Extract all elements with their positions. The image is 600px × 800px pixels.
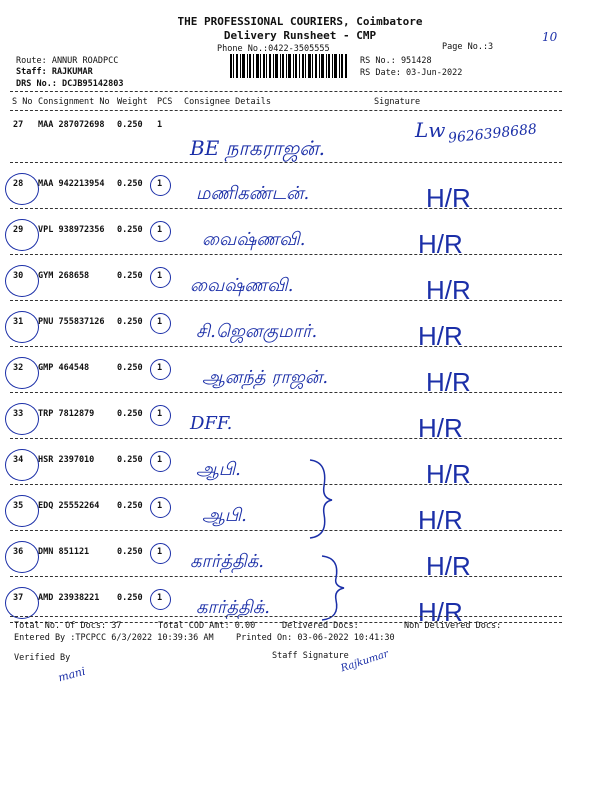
signature-hr: H/R [418,413,463,443]
row-separator [10,162,562,163]
serial-number: 28 [13,179,24,189]
col-weight: Weight [117,97,148,107]
serial-number: 30 [13,271,24,281]
signature-hr: H/R [426,367,471,397]
pcs-circle [150,313,171,334]
weight: 0.250 [117,120,143,130]
serial-circle [5,541,39,573]
pieces: 1 [157,547,163,557]
pieces: 1 [157,225,163,235]
consignment-number: TRP 7812879 [38,409,95,419]
serial-circle [5,219,39,251]
col-consignee: Consignee Details [184,97,271,107]
pieces: 1 [157,317,163,327]
table-row [0,486,600,535]
pieces: 1 [157,120,163,130]
signature-phone: 9626398688 [447,121,538,147]
serial-number: 29 [13,225,24,235]
staff-signature-label: Staff Signature [272,651,349,661]
serial-circle [5,265,39,297]
consignee-name: ஆனந்த் ராஜன். [202,367,329,388]
weight: 0.250 [117,179,143,189]
pcs-circle [150,267,171,288]
pieces: 1 [157,363,163,373]
consignee-name: கார்த்திக். [196,597,271,618]
row-separator [10,484,562,485]
row-separator [10,300,562,301]
staff: Staff: RAJKUMAR [16,67,93,77]
consignment-number: EDQ 25552264 [38,501,100,511]
pcs-circle [150,589,171,610]
rs-date: RS Date: 03-Jun-2022 [360,68,463,78]
serial-number: 31 [13,317,24,327]
weight: 0.250 [117,317,143,327]
signature-scribble: Lw [415,118,446,142]
rs-number: RS No.: 951428 [360,56,432,66]
consignment-number: PNU 755837126 [38,317,105,327]
serial-number: 37 [13,593,24,603]
brace-mark [306,456,336,542]
serial-number: 33 [13,409,24,419]
serial-circle [5,173,39,205]
signature-hr: H/R [418,229,463,259]
col-sno: S No [12,97,33,107]
consignment-number: HSR 2397010 [38,455,95,465]
weight: 0.250 [117,501,143,511]
col-pcs: PCS [157,97,173,107]
pcs-circle [150,497,171,518]
verified-by: Verified By [14,653,71,663]
printed-on: Printed On: 03-06-2022 10:41:30 [236,633,395,643]
table-row [0,256,600,305]
signature-hr: H/R [426,551,471,581]
pcs-circle [150,405,171,426]
header-rule-bottom [10,110,562,111]
consignee-name: ஆபி. [196,459,241,480]
row-separator [10,576,562,577]
weight: 0.250 [117,409,143,419]
row-separator [10,208,562,209]
row-separator [10,254,562,255]
consignee-name: BE நாகராஜன். [190,136,325,160]
signature-hr: H/R [426,459,471,489]
verified-signature: mani [56,664,87,685]
table-row [0,118,600,164]
signature-hr: H/R [426,183,471,213]
total-cod: Total COD Amt: 0.00 [158,621,256,631]
table-row [0,440,600,489]
consignment-number: GMP 464548 [38,363,90,373]
barcode [230,54,348,78]
consignee-name: வைஷ்ணவி. [190,275,294,296]
consignment-number: MAA 287072698 [38,120,105,130]
consignment-number: AMD 23938221 [38,593,100,603]
header-rule-top [10,91,562,92]
weight: 0.250 [117,225,143,235]
pieces: 1 [157,501,163,511]
company-name: THE PROFESSIONAL COURIERS, Coimbatore [177,15,423,28]
weight: 0.250 [117,593,143,603]
pcs-circle [150,359,171,380]
serial-number: 35 [13,501,24,511]
consignment-number: GYM 268658 [38,271,90,281]
staff-signature: Rajkumar [339,648,391,675]
col-consignment: Consignment No [38,97,110,107]
consignee-name: வைஷ்ணவி. [202,229,306,250]
pieces: 1 [157,271,163,281]
consignment-number: MAA 942213954 [38,179,105,189]
table-row [0,348,600,397]
brace-mark [318,552,348,624]
table-row [0,394,600,443]
margin-note: 10 [542,30,558,44]
consignee-name: சி.ஜெனகுமார். [196,321,318,342]
pieces: 1 [157,409,163,419]
pcs-circle [150,451,171,472]
pcs-circle [150,221,171,242]
column-headers [12,97,572,109]
pcs-circle [150,175,171,196]
serial-number: 32 [13,363,24,373]
signature-hr: H/R [418,321,463,351]
consignment-number: VPL 938972356 [38,225,105,235]
footer-rule [10,616,562,617]
table-row [0,210,600,259]
row-separator [10,530,562,531]
consignee-name: கார்த்திக். [190,551,265,572]
consignment-number: DMN 851121 [38,547,90,557]
table-row [0,532,600,581]
total-docs: Total No. Of Docs: 37 [14,621,122,631]
table-row [0,164,600,213]
non-delivered-docs: Non Delivered Docs: [404,621,502,631]
weight: 0.250 [117,363,143,373]
serial-number: 36 [13,547,24,557]
serial-circle [5,403,39,435]
pieces: 1 [157,455,163,465]
pcs-circle [150,543,171,564]
serial-circle [5,495,39,527]
weight: 0.250 [117,271,143,281]
consignee-name: மணிகண்டன். [196,183,310,204]
serial-circle [5,357,39,389]
table-row [0,302,600,351]
serial-circle [5,587,39,619]
doc-title: Delivery Runsheet - CMP [223,29,377,42]
consignee-name: ஆபி. [202,505,247,526]
row-separator [10,438,562,439]
serial-number: 34 [13,455,24,465]
consignee-name: DFF. [190,413,233,434]
weight: 0.250 [117,547,143,557]
drs-number: DRS No.: DCJB95142803 [16,79,124,89]
phone-number: Phone No.:0422-3505555 [217,44,330,54]
serial-circle [5,311,39,343]
row-separator [10,392,562,393]
col-signature: Signature [374,97,421,107]
serial-number: 27 [13,120,24,130]
pieces: 1 [157,179,163,189]
pieces: 1 [157,593,163,603]
signature-hr: H/R [418,505,463,535]
page-number: Page No.:3 [442,42,494,52]
row-separator [10,346,562,347]
weight: 0.250 [117,455,143,465]
serial-circle [5,449,39,481]
signature-hr: H/R [426,275,471,305]
route: Route: ANNUR ROADPCC [16,56,119,66]
entered-by: Entered By :TPCPCC 6/3/2022 10:39:36 AM [14,633,214,643]
delivered-docs: Delivered Docs: [282,621,359,631]
signature-hr: H/R [418,597,463,627]
